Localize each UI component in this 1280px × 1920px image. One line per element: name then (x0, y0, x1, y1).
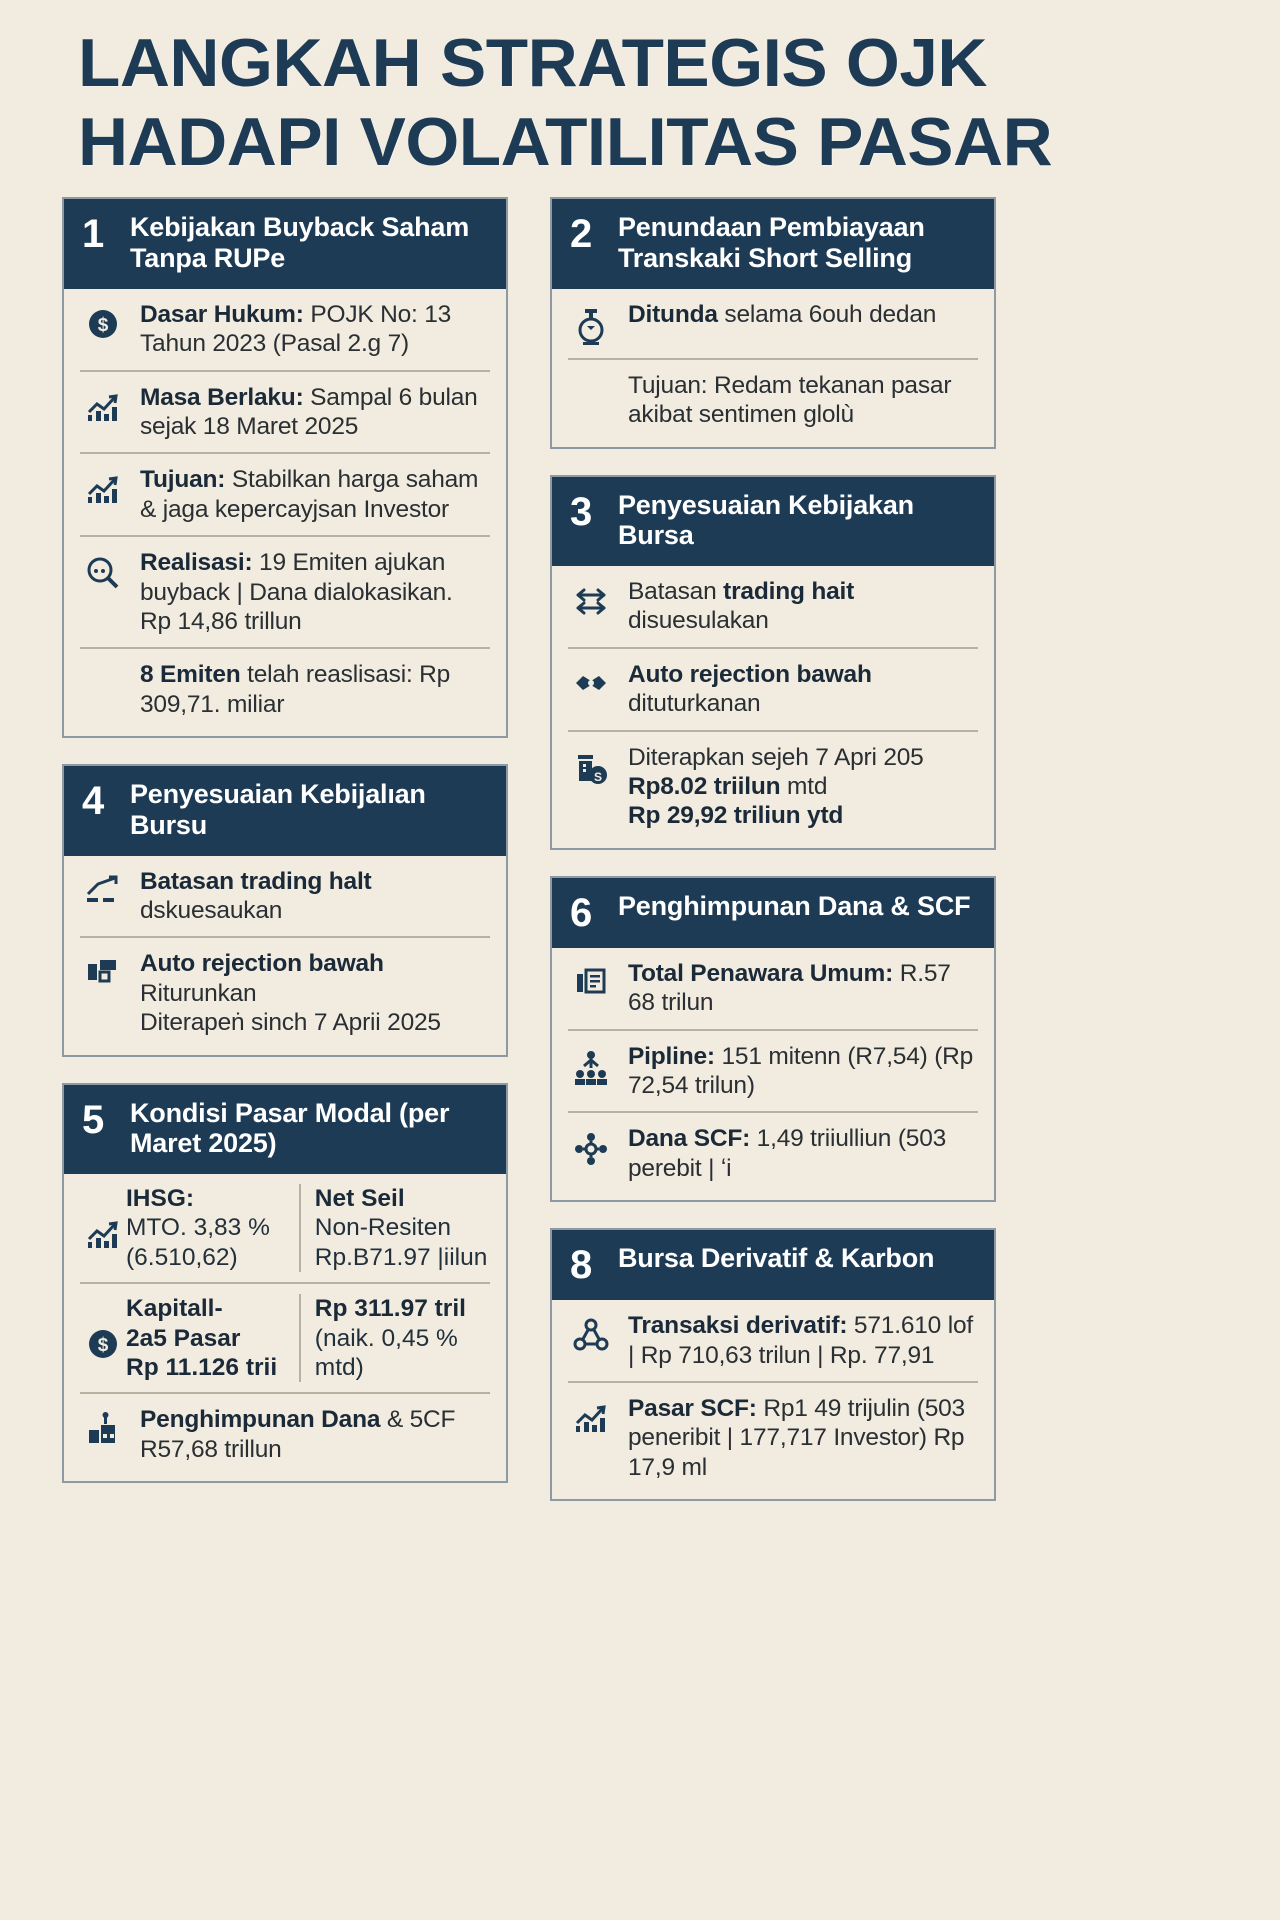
dollar-coin-icon (80, 1294, 126, 1382)
card-3 (550, 475, 996, 850)
card-3-title: Penyesuaian Kebijakan Bursa (618, 489, 914, 551)
left-column (62, 197, 508, 1483)
card-6-header (552, 878, 994, 948)
list-item (568, 732, 978, 842)
row-label: Dana SCF: (628, 1125, 751, 1153)
table-row (80, 1174, 490, 1284)
card-4-body (64, 856, 506, 1055)
list-item (568, 289, 978, 360)
card-4 (62, 764, 508, 1056)
list-item-text (628, 1394, 978, 1482)
row-value: R.57 68 trilun (628, 959, 951, 1017)
list-item-text (628, 1124, 978, 1183)
bar-chart-up-icon (80, 383, 126, 424)
list-item (568, 1031, 978, 1114)
card-1 (62, 197, 508, 738)
handshake-icon (568, 660, 614, 699)
row-value: Rp1 49 trijulin (503 peneribit | 177,717 Investor) Rp 17,9 ml (628, 1394, 965, 1481)
card-1-number: 1 (82, 212, 105, 257)
magnifier-icon (80, 548, 126, 591)
card-3-header (552, 477, 994, 567)
list-item-text (140, 548, 490, 636)
double-arrow-icon (568, 577, 614, 618)
row-label: Tujuan: (628, 371, 708, 399)
card-4-header (64, 766, 506, 856)
cards-columns (0, 181, 1280, 1521)
list-item (80, 372, 490, 455)
row-value: 19 Emiten ajukan buyback | Dana dialokasikan. Rp 14,86 trillun (140, 549, 453, 635)
row-label: Penghimpunan Dana (140, 1406, 381, 1434)
network-node-icon (568, 1311, 614, 1352)
list-item (568, 1300, 978, 1383)
list-item (80, 1394, 490, 1475)
list-item-text (140, 1405, 490, 1464)
card-8-header (552, 1230, 994, 1300)
list-item-text (628, 371, 978, 430)
list-item-text (628, 1311, 978, 1370)
row-value: POJK No: 13 Tahun 2023 (Pasal 2.g 7) (140, 300, 452, 358)
card-1-header (64, 199, 506, 289)
card-1-title: Kebijakan Buyback Saham Tanpa RUPe (130, 212, 470, 274)
spacer-icon (568, 371, 614, 378)
row-label: Pasar SCF: (628, 1394, 757, 1422)
list-item (568, 360, 978, 441)
list-panel-icon (568, 959, 614, 998)
row-label: Transaksi derivatif: (628, 1312, 848, 1340)
card-2-body (552, 289, 994, 447)
card-2 (550, 197, 996, 448)
list-item-text: Diterapkan sejeh 7 Apri 205 Rp8.02 triilun mtd Rp 29,92 triliun ytd (628, 743, 924, 830)
card-3-body (552, 566, 994, 848)
card-5-title: Kondisi Pasar Modal (per Maret 2025) (130, 1097, 450, 1159)
bar-chart-up-icon (80, 465, 126, 506)
card-8-number: 8 (570, 1243, 593, 1288)
row-label: Auto rejection bawah (140, 950, 384, 978)
row-label: Ditunda (628, 300, 718, 328)
row-value: Redam tekanan pasar akibat sentimen glolù (628, 371, 952, 429)
dollar-coin-icon (80, 300, 126, 341)
row-label: Total Penawara Umum: (628, 959, 894, 987)
row-label: 8 Emiten (140, 661, 241, 689)
card-6-number: 6 (570, 890, 593, 935)
card-4-number: 4 (82, 779, 105, 824)
list-item-text (628, 959, 978, 1018)
row-value: Stabilkan harga saham & jaga kepercayjsan Investor (140, 466, 479, 523)
bar-chart-up-icon (568, 1394, 614, 1435)
card-5 (62, 1083, 508, 1484)
card-2-header (552, 199, 994, 289)
card-2-number: 2 (570, 212, 593, 257)
list-item-text (140, 383, 490, 442)
card-5-header (64, 1085, 506, 1175)
table-cell-left: Kapitall- 2a5 Pasar Rp 11.126 trii (126, 1294, 301, 1382)
list-item (568, 649, 978, 732)
list-item-text (628, 1042, 978, 1101)
stopwatch-icon (568, 300, 614, 347)
list-item-text (140, 949, 490, 1037)
card-2-title: Penundaan Pembiayaan Transkaki Short Selling (618, 212, 925, 274)
people-icon (568, 1042, 614, 1087)
row-value: & 5CF R57,68 trillun (140, 1406, 456, 1463)
row-label: Tujuan: (140, 466, 226, 494)
spacer-icon (80, 660, 126, 667)
row-value: telah reaslisasi: Rp 309,71. miliar (140, 661, 451, 718)
row-value: dskuesaukan (140, 897, 283, 924)
row-value: dituturkanan (628, 690, 761, 718)
card-1-body (64, 289, 506, 736)
row-value: Sampal 6 bulan sejak 18 Maret 2025 (140, 383, 478, 440)
card-6 (550, 876, 996, 1202)
list-item-text (628, 300, 978, 329)
row-value: Riturunkan Diterapeṅ sinch 7 Aprii 2025 (140, 979, 441, 1037)
list-item (80, 938, 490, 1048)
trend-line-icon (80, 867, 126, 904)
card-8-body (552, 1300, 994, 1499)
list-item (80, 537, 490, 649)
list-item-text (140, 660, 490, 719)
table-cell-right: Net Seil Non-Resiten Rp.B71.97 |iilun (314, 1185, 488, 1271)
row-value: selama 6ouh dedan (717, 300, 937, 328)
list-item (80, 856, 490, 939)
factory-icon (80, 1405, 126, 1446)
row-value: 151 mitenn (R7,54) (Rp 72,54 trilun) (628, 1042, 974, 1099)
list-item-text (140, 867, 490, 926)
svg-text:S: S (593, 769, 603, 784)
table-cell-left: IHSG: MTO. 3,83 % (6.510,62) (126, 1184, 301, 1272)
list-item (80, 649, 490, 730)
list-item-text: Batasan trading hait disuesulakan (628, 578, 855, 635)
list-item-text (628, 660, 978, 719)
list-item (568, 566, 978, 649)
list-item (568, 1113, 978, 1194)
bar-chart-up-icon (80, 1184, 126, 1272)
row-label: Realisasi: (140, 549, 253, 577)
title-line-1: LANGKAH STRATEGIS OJK (78, 25, 987, 101)
svg-text:$: $ (97, 314, 109, 336)
card-5-body (64, 1174, 506, 1481)
table-row (80, 1284, 490, 1394)
row-label: Auto rejection bawah (628, 660, 872, 688)
list-item-text (140, 300, 490, 359)
chart-block-icon (80, 949, 126, 986)
card-8-title: Bursa Derivatif & Karbon (618, 1243, 935, 1274)
right-column (550, 197, 996, 1501)
row-label: Dasar Hukum: (140, 300, 304, 328)
card-5-number: 5 (82, 1097, 105, 1142)
card-4-title: Penyesuaian Kebijalıan Bursu (130, 779, 426, 840)
list-item (80, 454, 490, 537)
row-label: Masa Berlaku: (140, 383, 304, 411)
table-cell-right: Rp 311.97 tril (naik. 0,45 % mtd) (314, 1295, 466, 1382)
page-title (0, 0, 1280, 181)
list-item-text (140, 465, 490, 524)
row-label: Batasan trading halt (140, 867, 372, 895)
list-item (80, 289, 490, 372)
list-item (568, 948, 978, 1031)
title-line-2: HADAPI VOLATILITAS PASAR (78, 103, 1053, 180)
money-jar-icon (568, 743, 614, 788)
row-value: 1,49 triiulliun (503 perebit | ʻi (628, 1125, 947, 1182)
card-8 (550, 1228, 996, 1501)
list-item (568, 1383, 978, 1493)
card-6-body (552, 948, 994, 1200)
row-label: Pipline: (628, 1042, 715, 1070)
row-value: 571.610 lof | Rp 710,63 trilun | Rp. 77,91 (628, 1312, 973, 1369)
card-3-number: 3 (570, 489, 593, 534)
card-6-title: Penghimpunan Dana & SCF (618, 890, 971, 921)
network-node-icon (568, 1124, 614, 1167)
svg-text:$: $ (97, 1335, 109, 1357)
